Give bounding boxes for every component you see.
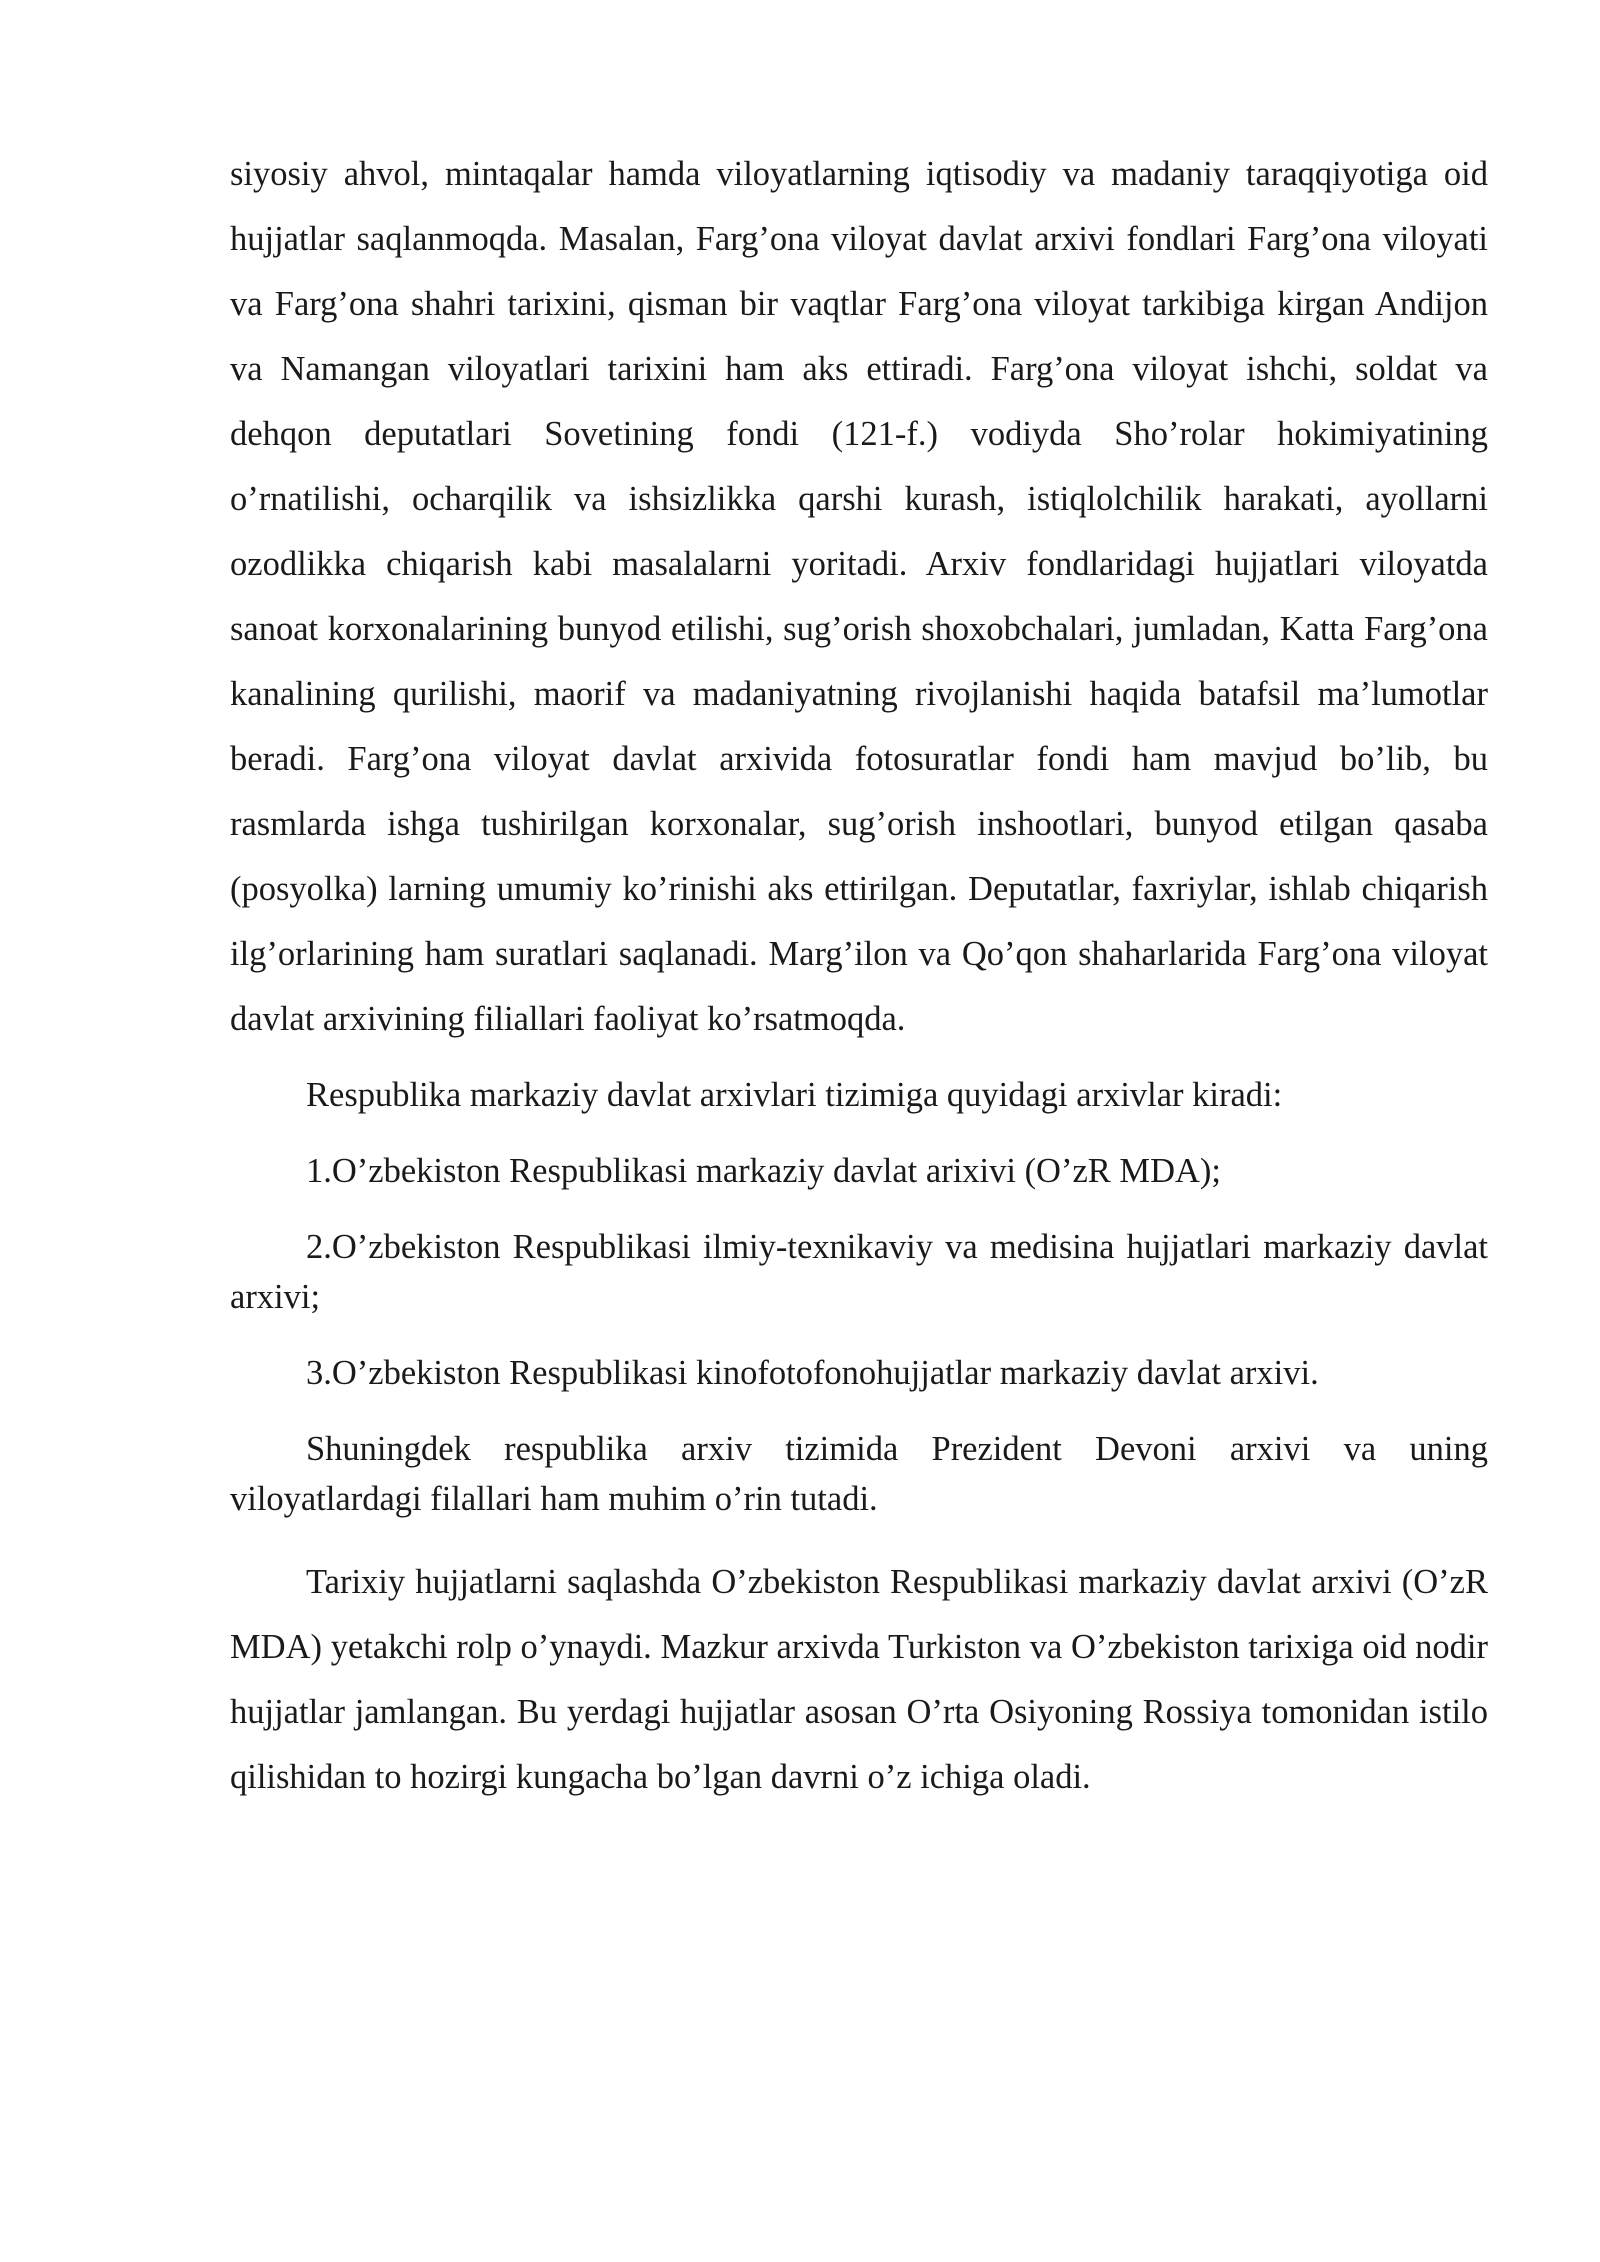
list-item-archive-1: 1.O’zbekiston Respublikasi markaziy davlat arixivi (O’zR MDA); (306, 1152, 1221, 1190)
paragraph-president-archive: Shuningdek respublika arxiv tizimida Prezident Devoni arxivi va uning viloyatlardagi filallari ham muhim o’rin tutadi. (230, 1430, 1488, 1518)
paragraph-central-archives-intro: Respublika markaziy davlat arxivlari tizimiga quyidagi arxivlar kiradi: (306, 1076, 1283, 1114)
paragraph-fergana-archive: siyosiy ahvol, mintaqalar hamda viloyatlarning iqtisodiy va madaniy taraqqiyotiga oid hujjatlar saqlanmoqda. Masalan, Farg’ona viloyat davlat arxivi fondlari Farg’ona viloyati va Farg’ona shahri tarixini, qisman bir vaqtlar Farg’ona viloyat tarkibiga kirgan Andijon va Namangan viloyatlari tarixini ham aks ettiradi. Farg’ona viloyat ishchi, soldat va dehqon deputatlari Sovetining fondi (121-f.) vodiyda Sho’rolar hokimiyatining o’rnatilishi, ocharqilik va ishsizlikka qarshi kurash, istiqlolchilik harakati, ayollarni ozodlikka chiqarish kabi masalalarni yoritadi. Arxiv fondlaridagi hujjatlari viloyatda sanoat korxonalarining bunyod etilishi, sug’orish shoxobchalari, jumladan, Katta Farg’ona kanalining qurilishi, maorif va madaniyatning rivojlanishi haqida batafsil ma’lumotlar beradi. Farg’ona viloyat davlat arxivida fotosuratlar fondi ham mavjud bo’lib, bu rasmlarda ishga tushirilgan korxonalar, sug’orish inshootlari, bunyod etilgan qasaba (posyolka) larning umumiy ko’rinishi aks ettirilgan. Deputatlar, faxriylar, ishlab chiqarish ilg’orlarining ham suratlari saqlanadi. Marg’ilon va Qo’qon shaharlarida Farg’ona viloyat davlat arxivining filiallari faoliyat ko’rsatmoqda. (230, 155, 1488, 1038)
list-item-archive-2: 2.O’zbekiston Respublikasi ilmiy-texnikaviy va medisina hujjatlari markaziy davlat arxivi; (230, 1228, 1488, 1316)
paragraph-central-state-archive: Tarixiy hujjatlarni saqlashda O’zbekiston Respublikasi markaziy davlat arxivi (O’zR MDA) yetakchi rolp o’ynaydi. Mazkur arxivda Turkiston va O’zbekiston tarixiga oid nodir hujjatlar jamlangan. Bu yerdagi hujjatlar asosan O’rta Osiyoning Rossiya tomonidan istilo qilishidan to hozirgi kungacha bo’lgan davrni o’z ichiga oladi. (230, 1563, 1488, 1796)
list-item-archive-3: 3.O’zbekiston Respublikasi kinofotofonohujjatlar markaziy davlat arxivi. (306, 1354, 1319, 1392)
document-body (230, 142, 1488, 1810)
